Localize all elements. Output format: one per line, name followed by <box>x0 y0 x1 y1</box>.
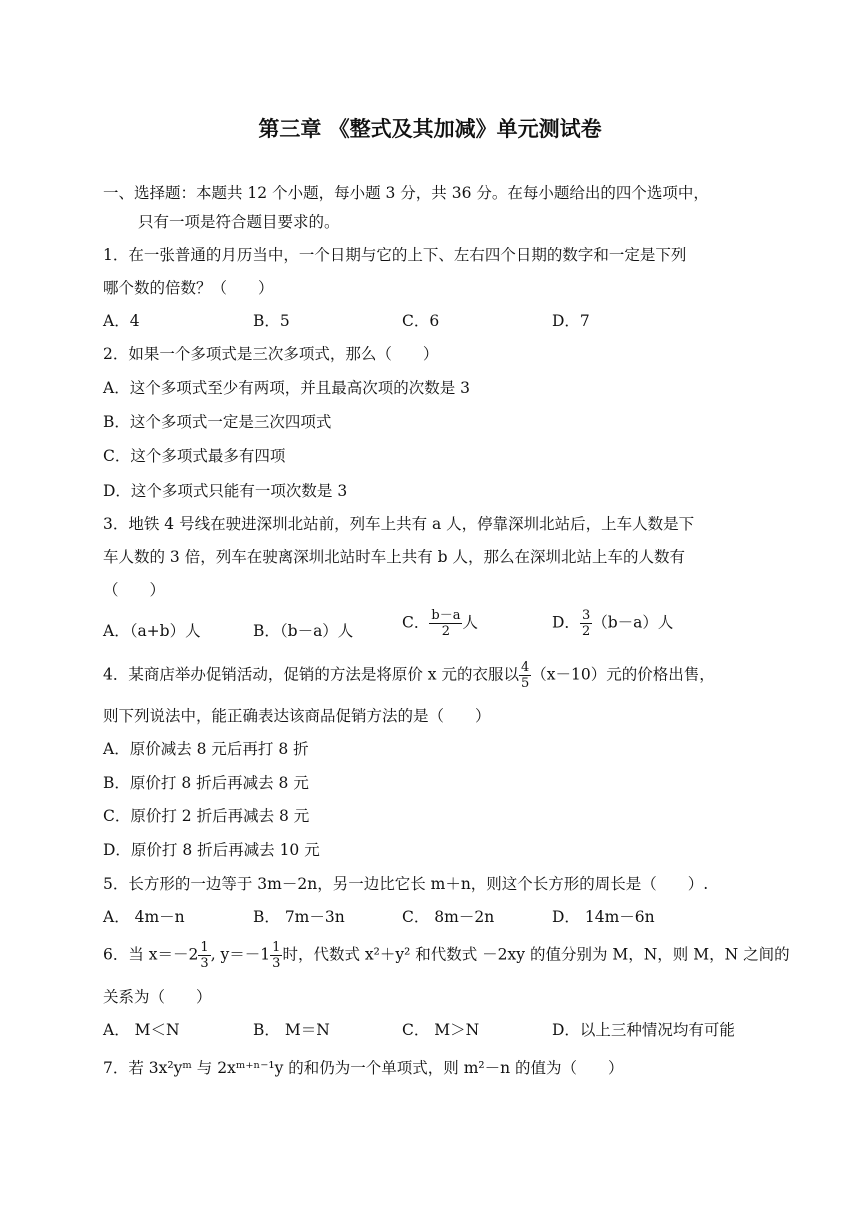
section-instruction-line1: 一、选择题：本题共 12 个小题，每小题 3 分，共 36 分。在每小题给出的四个选项中， <box>103 184 709 202</box>
q4-stem-suffix: （x－10）元的价格出售， <box>531 665 715 684</box>
q5-option-c: C． 8m－2n <box>402 908 495 926</box>
q3-stem-line1: 3．地铁 4 号线在驶进深圳北站前，列车上共有 a 人，停靠深圳北站后，上车人数是下 <box>103 515 695 533</box>
q4-fraction-denominator: 5 <box>520 676 530 691</box>
q1-stem-line1: 1．在一张普通的月历当中，一个日期与它的上下、左右四个日期的数字和一定是下列 <box>103 246 687 264</box>
q2-option-b: B．这个多项式一定是三次四项式 <box>103 413 332 431</box>
q6-stem-line1 <box>103 940 790 971</box>
q5-stem: 5．长方形的一边等于 3m－2n，另一边比它长 m＋n，则这个长方形的周长是（ ）. <box>103 875 709 893</box>
q3-option-d <box>552 608 673 639</box>
q6-y-fraction-numerator: 1 <box>272 940 281 955</box>
q1-option-d: D．7 <box>552 312 590 330</box>
q6-option-b: B． M＝N <box>253 1021 330 1039</box>
q4-stem-line1 <box>103 660 715 691</box>
q6-y-fraction-denominator: 3 <box>272 956 281 971</box>
q1-stem-line2: 哪个数的倍数？（ ） <box>103 279 274 297</box>
q4-stem-prefix: 4．某商店举办促销活动，促销的方法是将原价 x 元的衣服以 <box>103 665 519 684</box>
q1-option-b: B．5 <box>253 312 290 330</box>
q4-option-a: A．原价减去 8 元后再打 8 折 <box>103 740 309 758</box>
q6-x-fraction-numerator: 1 <box>200 940 209 955</box>
q2-option-a: A．这个多项式至少有两项，并且最高次项的次数是 3 <box>103 379 470 397</box>
q2-option-c: C．这个多项式最多有四项 <box>103 447 286 465</box>
q4-option-c: C．原价打 2 折后再减去 8 元 <box>103 807 310 825</box>
q6-option-d: D．以上三种情况均有可能 <box>552 1021 735 1039</box>
q3-option-d-fraction <box>580 608 592 639</box>
q1-option-a: A．4 <box>103 312 140 330</box>
q4-option-d: D．原价打 8 折后再减去 10 元 <box>103 841 320 859</box>
q5-option-d: D． 14m－6n <box>552 908 655 926</box>
q4-fraction-numerator: 4 <box>520 660 530 675</box>
q6-x-fraction-denominator: 3 <box>200 956 209 971</box>
q2-option-d: D．这个多项式只能有一项次数是 3 <box>103 482 348 500</box>
q3-option-c-unit: 人 <box>462 613 478 632</box>
q3-option-d-denominator: 2 <box>581 624 591 639</box>
q3-stem-line2: 车人数的 3 倍，列车在驶离深圳北站时车上共有 b 人，那么在深圳北站上车的人数有 <box>103 548 685 566</box>
q3-option-b: B．（b－a）人 <box>253 622 354 640</box>
q3-option-d-expression: （b－a）人 <box>592 613 674 632</box>
q3-option-c-label: C． <box>402 613 430 632</box>
q2-stem: 2．如果一个多项式是三次多项式，那么（ ） <box>103 345 439 363</box>
section-instruction-line2: 只有一项是符合题目要求的。 <box>138 213 340 231</box>
q6-stem-suffix: 时，代数式 x²＋y² 和代数式 －2xy 的值分别为 M，N，则 M，N 之间的 <box>282 945 790 964</box>
q5-option-a: A． 4m－n <box>103 908 185 926</box>
q3-stem-line3: （ ） <box>103 581 166 599</box>
q6-stem-prefix: 6．当 x＝－2 <box>103 945 199 964</box>
q6-y-fraction <box>270 940 282 971</box>
q6-option-c: C． M＞N <box>402 1021 480 1039</box>
page-title: 第三章 《整式及其加减》单元测试卷 <box>258 117 602 141</box>
q4-fraction <box>519 660 531 691</box>
q4-stem-line2: 则下列说法中，能正确表达该商品促销方法的是（ ） <box>103 707 491 725</box>
q7-stem: 7．若 3x²yᵐ 与 2xᵐ⁺ⁿ⁻¹y 的和仍为一个单项式，则 m²－n 的值为（ ） <box>103 1059 624 1077</box>
q6-stem-line2: 关系为（ ） <box>103 988 212 1006</box>
q3-option-d-label: D． <box>552 613 580 632</box>
q5-option-b: B． 7m－3n <box>253 908 345 926</box>
q3-option-c-fraction <box>429 608 462 639</box>
q6-stem-mid: , y＝－1 <box>210 945 271 964</box>
q3-option-c <box>402 608 478 639</box>
q3-option-d-numerator: 3 <box>581 608 591 623</box>
q3-option-c-denominator: 2 <box>441 624 451 639</box>
q6-option-a: A． M＜N <box>103 1021 180 1039</box>
q1-option-c: C．6 <box>402 312 440 330</box>
q3-option-c-numerator: b－a <box>431 608 461 623</box>
q4-option-b: B．原价打 8 折后再减去 8 元 <box>103 774 309 792</box>
q3-option-a: A．（a+b）人 <box>103 622 201 640</box>
q6-x-fraction <box>198 940 210 971</box>
